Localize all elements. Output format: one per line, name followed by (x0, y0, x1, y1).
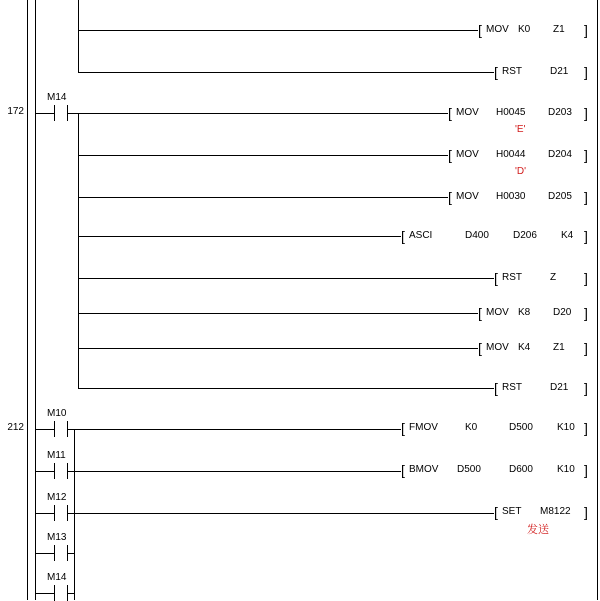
annotation-d: 'D' (515, 166, 527, 177)
bracket-close-icon: ] (584, 462, 588, 478)
lead-m10 (35, 429, 48, 430)
contact-m10[interactable] (48, 421, 74, 437)
instruction-opcode: MOV (486, 24, 509, 35)
instruction-operand: K0 (465, 422, 478, 433)
instruction-opcode: FMOV (409, 422, 438, 433)
bracket-open-icon: [ (494, 64, 498, 80)
bracket-close-icon: ] (584, 64, 588, 80)
instruction-operand: D20 (553, 307, 572, 318)
contact-m11[interactable] (48, 463, 74, 479)
contact-label: M14 (47, 92, 67, 103)
instruction-opcode: SET (502, 506, 522, 517)
bracket-open-icon: [ (494, 504, 498, 520)
contact-m13[interactable] (48, 545, 74, 561)
annotation-send: 发送 (527, 524, 549, 536)
bracket-close-icon: ] (584, 105, 588, 121)
lead-m12 (35, 513, 48, 514)
bracket-close-icon: ] (584, 380, 588, 396)
rung-line-bmov (74, 471, 401, 472)
instruction-operand: K10 (557, 422, 575, 433)
instruction-operand: Z (550, 272, 557, 283)
contact-label: M13 (47, 532, 67, 543)
instruction-operand: D600 (509, 464, 533, 475)
instruction-operand: K4 (518, 342, 531, 353)
instruction-operand: Z1 (553, 342, 565, 353)
instruction-operand: D204 (548, 149, 572, 160)
instruction-operand: D500 (457, 464, 481, 475)
instruction-opcode: MOV (456, 107, 479, 118)
bracket-open-icon: [ (494, 380, 498, 396)
contact-m14-172[interactable] (48, 105, 74, 121)
lead-m13 (35, 553, 48, 554)
instruction-opcode: BMOV (409, 464, 439, 475)
rung-line-mov-k0-z1 (78, 30, 478, 31)
rung-line-rst-d21-bottom (78, 388, 494, 389)
instruction-operand: D203 (548, 107, 572, 118)
bracket-close-icon: ] (584, 420, 588, 436)
instruction-operand: M8122 (540, 506, 571, 517)
instruction-operand: H0044 (496, 149, 526, 160)
instruction-opcode: MOV (456, 149, 479, 160)
rung-line-mov-k4-z1 (78, 348, 478, 349)
instruction-opcode: RST (502, 382, 522, 393)
instruction-opcode: MOV (486, 342, 509, 353)
instruction-operand: D500 (509, 422, 533, 433)
bracket-close-icon: ] (584, 305, 588, 321)
power-rail-right (597, 0, 598, 600)
instruction-operand: D205 (548, 191, 572, 202)
instruction-operand: H0030 (496, 191, 526, 202)
bracket-open-icon: [ (448, 147, 452, 163)
bracket-close-icon: ] (584, 504, 588, 520)
step-number: 172 (7, 106, 24, 117)
power-rail-left-inner (35, 0, 36, 600)
annotation-e: 'E' (515, 124, 526, 135)
instruction-operand: D21 (550, 66, 569, 77)
contact-label: M12 (47, 492, 67, 503)
instruction-operand: K8 (518, 307, 531, 318)
power-rail-left-outer (27, 0, 28, 600)
contact-label: M14 (47, 572, 67, 583)
bracket-close-icon: ] (584, 147, 588, 163)
rung-line-rst-d21-top (78, 72, 494, 73)
rung-line-mov-h0045 (78, 113, 448, 114)
contact-label: M10 (47, 408, 67, 419)
instruction-operand: D206 (513, 230, 537, 241)
bracket-close-icon: ] (584, 189, 588, 205)
instruction-opcode: RST (502, 272, 522, 283)
bracket-open-icon: [ (478, 340, 482, 356)
rung-line-fmov (74, 429, 401, 430)
bracket-open-icon: [ (448, 189, 452, 205)
instruction-operand: K0 (518, 24, 531, 35)
rung-line-mov-k8-d20 (78, 313, 478, 314)
contact-label: M11 (47, 450, 66, 461)
rung-line-set-m8122 (74, 513, 494, 514)
bracket-open-icon: [ (478, 305, 482, 321)
branch-vertical-top (78, 0, 79, 72)
lead-m14-172 (35, 113, 48, 114)
instruction-operand: H0045 (496, 107, 526, 118)
rung-line-asci (78, 236, 401, 237)
instruction-opcode: ASCI (409, 230, 433, 241)
bracket-close-icon: ] (584, 22, 588, 38)
bracket-open-icon: [ (401, 462, 405, 478)
instruction-opcode: RST (502, 66, 522, 77)
instruction-operand: K10 (557, 464, 575, 475)
instruction-opcode: MOV (456, 191, 479, 202)
bracket-close-icon: ] (584, 270, 588, 286)
bracket-open-icon: [ (448, 105, 452, 121)
bracket-open-icon: [ (401, 228, 405, 244)
contact-m12[interactable] (48, 505, 74, 521)
bracket-close-icon: ] (584, 228, 588, 244)
rung-line-rst-z (78, 278, 494, 279)
instruction-operand: D400 (465, 230, 489, 241)
step-number: 212 (7, 422, 24, 433)
lead-m14-212 (35, 593, 48, 594)
lead-m14-172-right (74, 113, 80, 114)
rung-line-mov-h0030 (78, 197, 448, 198)
bracket-open-icon: [ (401, 420, 405, 436)
rung-line-mov-h0044 (78, 155, 448, 156)
instruction-operand: K4 (561, 230, 574, 241)
instruction-opcode: MOV (486, 307, 509, 318)
branch-vertical-212 (74, 429, 75, 600)
lead-m11 (35, 471, 48, 472)
bracket-close-icon: ] (584, 340, 588, 356)
contact-m14-bottom[interactable] (48, 585, 74, 601)
bracket-open-icon: [ (478, 22, 482, 38)
bracket-open-icon: [ (494, 270, 498, 286)
instruction-operand: Z1 (553, 24, 565, 35)
instruction-operand: D21 (550, 382, 569, 393)
